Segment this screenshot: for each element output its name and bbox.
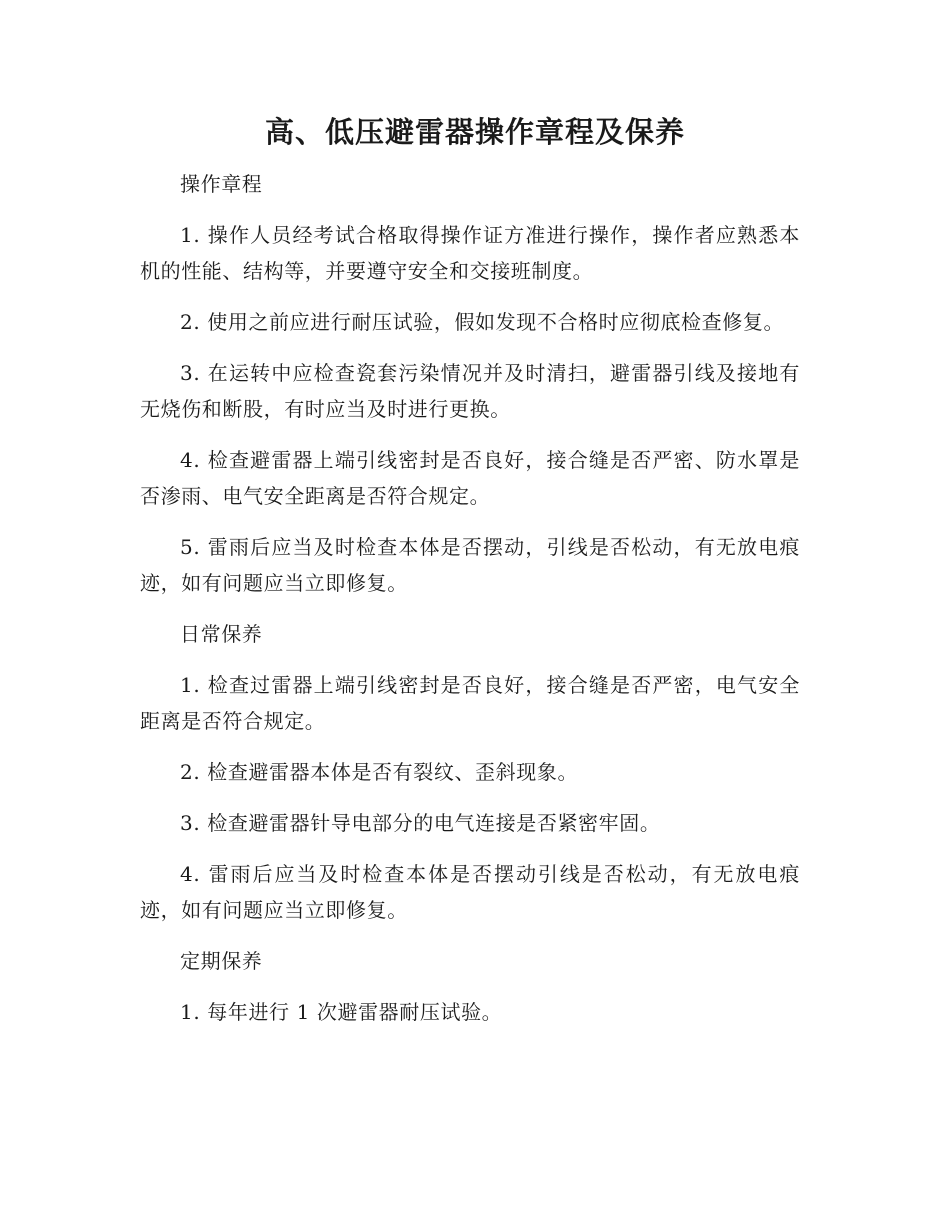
document-body (140, 166, 800, 1045)
periodic-item-1: 1. 每年进行 1 次避雷器耐压试验。 (180, 1000, 503, 1024)
operation-item-2: 2. 使用之前应进行耐压试验，假如发现不合格时应彻底检查修复。 (180, 310, 785, 334)
operation-item-5: 5. 雷雨后应当及时检查本体是否摆动，引线是否松动，有无放电痕迹，如有问题应当立即修复。 (140, 535, 800, 595)
daily-item-2: 2. 检查避雷器本体是否有裂纹、歪斜现象。 (180, 760, 579, 784)
section-heading-operation: 操作章程 (180, 172, 263, 196)
operation-item-3: 3. 在运转中应检查瓷套污染情况并及时清扫，避雷器引线及接地有无烧伤和断股，有时应当及时进行更换。 (140, 361, 800, 421)
daily-item-1: 1. 检查过雷器上端引线密封是否良好，接合缝是否严密，电气安全距离是否符合规定。 (140, 673, 800, 733)
document-title: 高、低压避雷器操作章程及保养 (264, 115, 685, 149)
section-heading-periodic-maintenance: 定期保养 (180, 949, 263, 973)
operation-item-1: 1. 操作人员经考试合格取得操作证方准进行操作，操作者应熟悉本机的性能、结构等，并要遵守安全和交接班制度。 (140, 223, 800, 283)
operation-item-4: 4. 检查避雷器上端引线密封是否良好，接合缝是否严密、防水罩是否渗雨、电气安全距离是否符合规定。 (140, 448, 800, 508)
daily-item-4: 4. 雷雨后应当及时检查本体是否摆动引线是否松动，有无放电痕迹，如有问题应当立即修复。 (140, 862, 800, 922)
section-heading-daily-maintenance: 日常保养 (180, 622, 263, 646)
daily-item-3: 3. 检查避雷器针导电部分的电气连接是否紧密牢固。 (180, 811, 661, 835)
